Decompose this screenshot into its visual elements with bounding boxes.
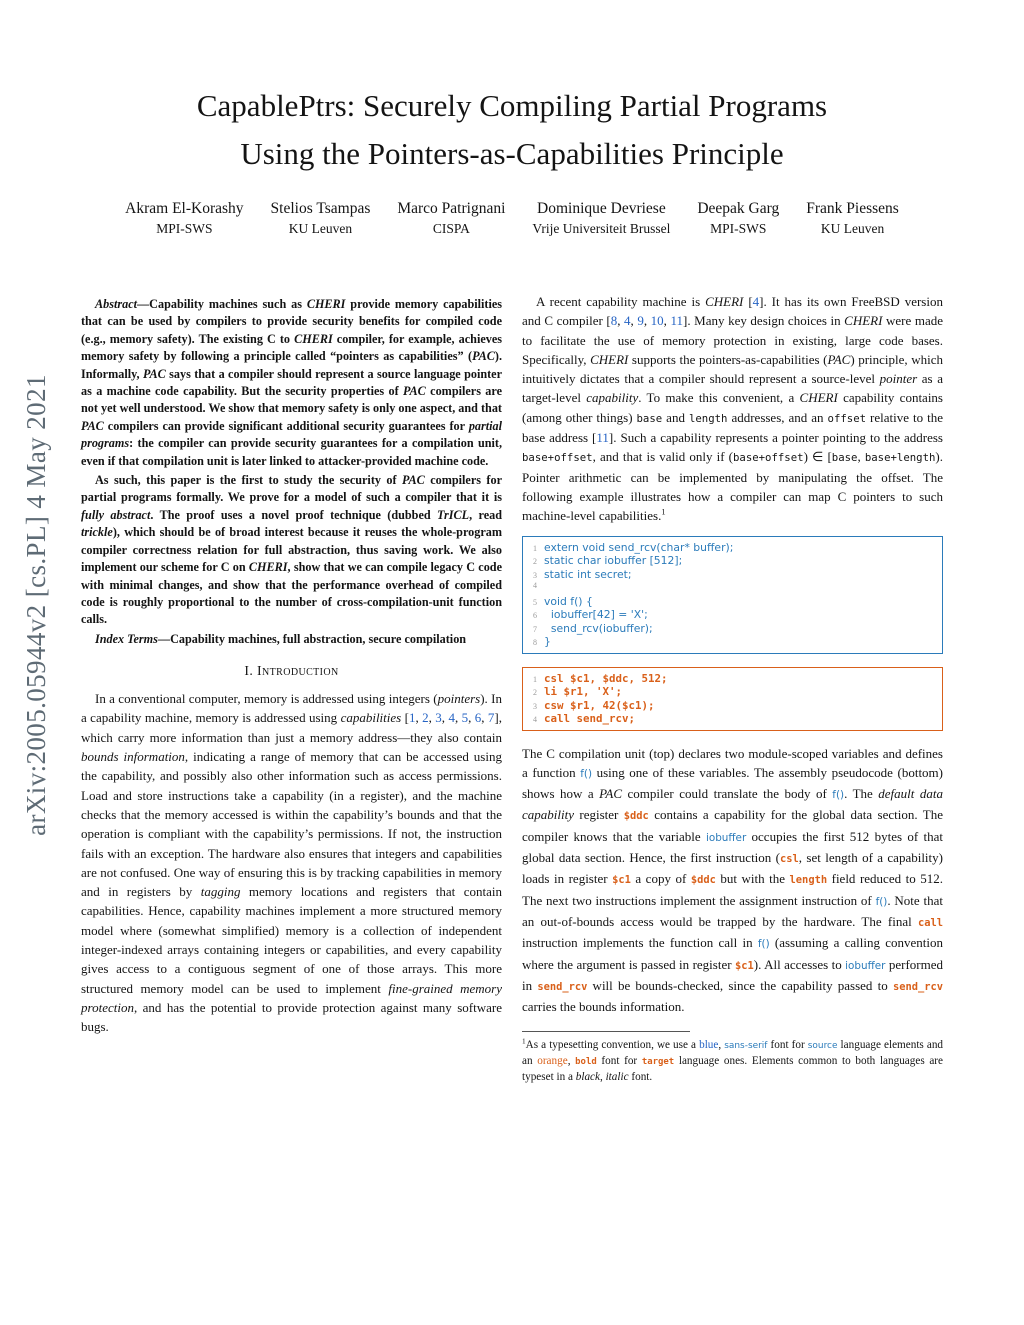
text-segment: ,: [428, 710, 436, 726]
text-segment: capability contains (among other things): [522, 390, 943, 425]
text-segment: The C compilation unit (top) declares two module-scoped variables and defines a function: [522, 745, 943, 780]
text-segment: As a typesetting convention, we use a: [525, 1039, 700, 1052]
text-segment: Index Terms: [95, 631, 158, 646]
text-segment: ,: [599, 1071, 606, 1084]
arxiv-watermark: arXiv:2005.05944v2 [cs.PL] 4 May 2021: [21, 374, 51, 836]
text-segment: CHERI: [248, 560, 288, 575]
text-segment: partial programs: [81, 418, 502, 451]
code-line: [525, 581, 936, 595]
citation-link[interactable]: 6: [474, 710, 482, 726]
code-line-text: csw $r1, 42($c1);: [544, 698, 655, 712]
citation-link[interactable]: 2: [422, 710, 429, 726]
text-segment: CHERI: [705, 294, 744, 309]
text-segment: ). Informally,: [81, 349, 502, 381]
text-segment: ,: [415, 710, 423, 726]
text-segment: f(): [832, 789, 845, 802]
text-segment: language ones. Elements common to both languages are typeset in a: [522, 1055, 944, 1084]
code-line-text: send_rcv(iobuffer);: [544, 621, 653, 635]
author-block: [532, 200, 670, 237]
text-segment: ,: [468, 710, 475, 726]
introduction-paragraph: [81, 689, 502, 1036]
text-segment: relative to the base address [: [522, 409, 943, 446]
code-line-text: li $r1, 'X';: [544, 685, 623, 699]
line-number: 1: [533, 543, 537, 553]
text-segment: length: [789, 874, 828, 887]
text-segment: (assuming a calling convention where the argument is passed in register: [522, 935, 944, 972]
text-segment: ,: [643, 313, 651, 329]
text-segment: $ddc: [623, 810, 649, 823]
paper-title-line-2: Using the Pointers-as-Capabilities Principle: [240, 136, 784, 171]
text-segment: , read: [469, 507, 502, 522]
text-segment: ]. Many key design choices in: [683, 313, 845, 329]
text-segment: f(): [757, 938, 770, 951]
text-segment: blue: [699, 1039, 719, 1052]
code-line: [525, 635, 936, 649]
text-segment: , indicating a range of memory that can be accessed using the capability, and possibly also other information such as access permissions. Load and store instructions take a capability (in a register), and the machine checks that the memory accessed is within the capability’s bounds and that the operation is compliant with the capability’s permissions. If not, the instruction fails with an exception. The hardware also ensures that integers and capabilities are not confused. One way of ensuring this is by tracking capabilities in memory and in registers by: [81, 749, 502, 900]
text-segment: A recent capability machine is: [536, 294, 706, 309]
text-segment: capability: [586, 390, 639, 406]
text-segment: base+length: [864, 451, 936, 465]
text-segment: source: [807, 1041, 838, 1052]
text-segment: base: [831, 451, 858, 465]
text-segment: PAC: [599, 786, 623, 802]
text-segment: font for: [767, 1039, 808, 1052]
text-segment: bounds information: [81, 749, 185, 765]
text-segment: compilers can provide significant additional security guarantees for: [103, 418, 469, 433]
text-segment: ,: [567, 1055, 576, 1068]
text-segment: using one of these variables. The assembly pseudocode (bottom) shows how a: [522, 764, 943, 802]
text-segment: ) principle, which intuitively dictates that a compiler should represent a source-level: [522, 351, 944, 387]
text-segment: contains a capability for the global data section. The compiler knows that the variable: [522, 807, 943, 844]
text-segment: . Note that an out-of-bounds access would be trapped by the hardware. The final: [522, 892, 944, 929]
code-line-text: void f() {: [544, 594, 593, 608]
text-segment: ,: [718, 1039, 725, 1052]
citation-link[interactable]: 9: [637, 313, 644, 329]
text-segment: occupies the first 512 bytes of that global data section. Hence, the first instruction (: [522, 828, 943, 866]
text-segment: base+offset: [732, 451, 804, 465]
author-block: [806, 200, 899, 237]
text-segment: trickle: [81, 525, 113, 540]
text-segment: bold: [575, 1057, 597, 1068]
author-affiliation: KU Leuven: [820, 221, 885, 236]
text-segment: compilers are not yet well understood. We show that memory safety is only one aspect, and that: [81, 384, 502, 416]
text-segment: PAC: [401, 473, 425, 488]
line-number: 4: [533, 715, 537, 725]
section-heading-introduction: I. Introduction: [244, 663, 339, 679]
text-segment: send_rcv: [537, 980, 588, 993]
abstract-paragraph-1: [81, 296, 502, 470]
text-segment: length: [688, 411, 728, 425]
text-segment: a copy of: [630, 871, 691, 887]
text-segment: black: [575, 1071, 600, 1084]
citation-link[interactable]: 11: [670, 313, 684, 329]
author-affiliation: Vrije Universiteit Brussel: [532, 221, 671, 236]
text-segment: memory locations and registers that contain capabilities. Hence, capability machines implement a more structured memory model where (somewhat simplified) memory is a collection of independent integer-indexed arrays containing integers or capabilities, and every capability gives access to a contiguous segment of one of those arrays. This more structured memory model can be used to implement: [81, 884, 503, 996]
text-segment: language elements and an: [522, 1039, 944, 1068]
text-segment: ,: [663, 313, 671, 329]
author-name: Akram El-Korashy: [125, 200, 244, 217]
text-segment: csl: [780, 853, 799, 866]
text-segment: compiler, for example, achieves memory safety by following a principle called “pointers as capabilities” (: [81, 331, 502, 364]
citation-link[interactable]: 5: [461, 710, 469, 726]
text-segment: —Capability machines such as: [136, 297, 307, 311]
text-segment: provide memory capabilities that can be used by compilers to provide security benefits for compiled code (e.g., memory safety). The existing C to: [81, 297, 502, 346]
text-segment: carries the bounds information.: [522, 999, 685, 1015]
author-name: Stelios Tsampas: [270, 200, 371, 217]
text-segment: PAC: [81, 418, 104, 433]
assembly-listing: [522, 667, 943, 731]
line-number: 4: [533, 581, 537, 591]
text-segment: font.: [628, 1071, 653, 1084]
text-segment: ). All accesses to: [753, 956, 846, 972]
text-segment: , and has the potential to provide protection against many software bugs.: [81, 999, 502, 1035]
citation-link[interactable]: 10: [650, 313, 664, 329]
code-line-text: static int secret;: [544, 567, 632, 581]
text-segment: says that a compiler should represent a source language pointer as a machine code capability. But the security properties of: [81, 366, 502, 399]
text-segment: ,: [857, 449, 865, 465]
text-segment: PAC: [142, 366, 166, 381]
footnote-rule: [522, 1031, 690, 1032]
code-line: [525, 568, 936, 582]
text-segment: default data capability: [522, 786, 943, 823]
text-segment: as a target-level: [522, 371, 943, 406]
author-block: [697, 200, 779, 237]
author-block: [125, 200, 243, 237]
text-segment: ), which should be of broad interest because it reuses the whole-program compiler correctness relation for full abstraction, thus saving work. We also implement our scheme for C on: [81, 525, 502, 575]
text-segment: $c1: [612, 874, 631, 887]
text-segment: f(): [580, 767, 592, 780]
text-segment: CHERI: [590, 351, 629, 367]
text-segment: pointer: [879, 371, 918, 387]
code-line: [525, 699, 936, 713]
line-number: 3: [533, 570, 537, 580]
citation-link[interactable]: 8: [610, 313, 618, 329]
text-segment: f(): [875, 895, 888, 908]
text-segment: 1: [661, 506, 666, 517]
text-segment: supports the pointers-as-capabilities (: [628, 351, 828, 367]
author-name: Marco Patrignani: [397, 200, 506, 217]
text-segment: As such, this paper is the first to study the security of: [95, 473, 402, 488]
text-segment: CHERI: [799, 390, 838, 406]
text-segment: ). Pointer arithmetic can be implemented by manipulating the offset. The following example illustrates how a compiler can map C pointers to such machine-level capabilities.: [522, 449, 944, 524]
text-segment: ], which carry more information than just a memory address—they also contain: [81, 710, 502, 745]
paper-title-line-1: CapablePtrs: Securely Compiling Partial Programs: [196, 88, 828, 123]
text-segment: Abstract: [95, 297, 137, 311]
text-segment: ,: [630, 313, 638, 329]
line-number: 6: [533, 611, 537, 621]
text-segment: [: [743, 294, 753, 309]
author-name: Frank Piessens: [806, 200, 899, 217]
code-line: [525, 595, 936, 609]
code-line-text: }: [544, 635, 551, 649]
text-segment: . To make this convenient, a: [638, 390, 800, 406]
text-segment: but with the: [715, 871, 790, 887]
text-segment: and: [662, 409, 689, 425]
text-segment: font for: [596, 1055, 642, 1068]
text-segment: fine-grained memory protection: [81, 980, 502, 1015]
text-segment: . The: [844, 786, 879, 802]
code-line: [525, 608, 936, 622]
code-line: [525, 672, 936, 686]
line-number: 5: [533, 597, 537, 607]
citation-link[interactable]: 1: [408, 710, 416, 726]
text-segment: , show that we can compile legacy C code with minimal changes, and show that the performance overhead of compiled code is roughly proportional to the number of cross-compilation-unit function calls.: [81, 560, 502, 627]
text-segment: In a conventional computer, memory is addressed using integers (: [95, 691, 438, 707]
code-line-text: call send_rcv;: [544, 712, 636, 726]
line-number: 1: [533, 674, 537, 684]
citation-link[interactable]: 7: [487, 710, 495, 726]
text-segment: ) ∈ [: [803, 449, 832, 465]
text-segment: ,: [454, 710, 462, 726]
text-segment: offset: [827, 411, 867, 425]
author-affiliation: MPI-SWS: [156, 221, 213, 236]
text-segment: field reduced to 512. The next two instructions implement the assignment instruction of: [522, 871, 943, 908]
text-segment: $ddc: [690, 874, 716, 887]
author-list: [0, 200, 1024, 237]
line-number: 7: [533, 624, 537, 634]
text-segment: 1: [522, 1037, 526, 1046]
author-affiliation: KU Leuven: [288, 221, 353, 236]
text-segment: orange: [537, 1055, 568, 1068]
text-segment: PAC: [403, 384, 426, 399]
text-segment: ]. Such a capability represents a pointer pointing to the address: [608, 430, 943, 446]
text-segment: CHERI: [306, 297, 346, 311]
footnote-text: [522, 1038, 943, 1085]
text-segment: addresses, and an: [727, 409, 828, 425]
text-segment: sans-serif: [724, 1041, 768, 1052]
text-segment: ). In a capability machine, memory is addressed using: [81, 691, 502, 726]
text-segment: . The proof uses a novel proof technique (dubbed: [150, 507, 438, 522]
text-segment: CHERI: [844, 313, 883, 329]
code-line-text: extern void send_rcv(char* buffer);: [544, 540, 734, 554]
listing-explanation-paragraph: [522, 744, 943, 1017]
text-segment: target: [641, 1057, 675, 1068]
text-segment: will be bounds-checked, since the capability passed to: [587, 977, 893, 993]
citation-link[interactable]: 11: [596, 430, 609, 446]
text-segment: ]. It has its own FreeBSD version and C compiler [: [522, 294, 943, 329]
author-affiliation: CISPA: [432, 221, 470, 236]
line-number: 2: [533, 557, 537, 567]
cheri-overview-paragraph: [522, 292, 943, 526]
text-segment: fully abstract: [81, 507, 151, 522]
index-terms: [81, 631, 502, 648]
author-name: Deepak Garg: [697, 200, 780, 217]
text-segment: , set length of a capability) loads in register: [522, 850, 943, 887]
text-segment: PAC: [827, 351, 851, 367]
text-segment: register: [574, 807, 624, 823]
text-segment: iobuffer: [705, 831, 747, 844]
line-number: 8: [533, 638, 537, 648]
text-segment: : the compiler can provide security guarantees for a compilation unit, even if that compilation unit is later linked to attacker-provided machine code.: [81, 436, 502, 468]
text-segment: capabilities: [340, 710, 402, 726]
right-column: [522, 292, 943, 1085]
left-column: [81, 296, 502, 1036]
abstract-paragraph-2: [81, 472, 502, 629]
text-segment: instruction implements the function call in: [522, 935, 758, 951]
citation-link[interactable]: 4: [448, 710, 455, 726]
line-number: 2: [533, 688, 537, 698]
text-segment: call: [917, 916, 943, 929]
text-segment: italic: [605, 1071, 629, 1084]
paper-title: [0, 82, 1024, 178]
text-segment: —Capability machines, full abstraction, secure compilation: [157, 631, 467, 646]
text-segment: CHERI: [294, 331, 333, 346]
c-source-listing: [522, 536, 943, 654]
text-segment: ,: [481, 710, 488, 726]
text-segment: compiler could translate the body of: [622, 786, 833, 802]
code-line: [525, 622, 936, 636]
text-segment: base: [636, 411, 663, 425]
text-segment: $c1: [735, 959, 754, 972]
text-segment: [: [401, 710, 409, 726]
code-line-text: static char iobuffer [512];: [544, 554, 683, 568]
citation-link[interactable]: 3: [435, 710, 442, 726]
text-segment: base+offset: [522, 451, 593, 465]
text-segment: performed in: [522, 956, 943, 993]
citation-link[interactable]: 4: [752, 294, 760, 309]
author-block: [271, 200, 371, 237]
text-segment: were made to facilitate the use of memory protection in existing, large code bases. Specifically,: [522, 313, 944, 367]
text-segment: ,: [441, 710, 449, 726]
text-segment: ,: [617, 313, 625, 329]
code-line: [525, 541, 936, 555]
text-segment: TrICL: [437, 507, 470, 522]
text-segment: compilers for partial programs formally. We prove for a model of such a compiler that it is: [81, 473, 502, 505]
author-name: Dominique Devriese: [537, 200, 666, 217]
text-segment: iobuffer: [845, 959, 886, 972]
line-number: 3: [533, 701, 537, 711]
citation-link[interactable]: 4: [624, 313, 631, 329]
footnote: [522, 1031, 943, 1085]
text-segment: , and that is valid only if (: [592, 449, 733, 465]
text-segment: PAC: [472, 349, 495, 364]
code-line: [525, 554, 936, 568]
author-affiliation: MPI-SWS: [710, 221, 767, 236]
author-block: [397, 200, 505, 237]
code-line-text: iobuffer[42] = 'X';: [544, 608, 648, 622]
text-segment: tagging: [200, 884, 241, 900]
code-line-text: csl $c1, $ddc, 512;: [544, 671, 668, 685]
code-line: [525, 685, 936, 699]
code-line: [525, 712, 936, 726]
text-segment: pointers: [437, 691, 481, 707]
text-segment: send_rcv: [892, 980, 943, 993]
